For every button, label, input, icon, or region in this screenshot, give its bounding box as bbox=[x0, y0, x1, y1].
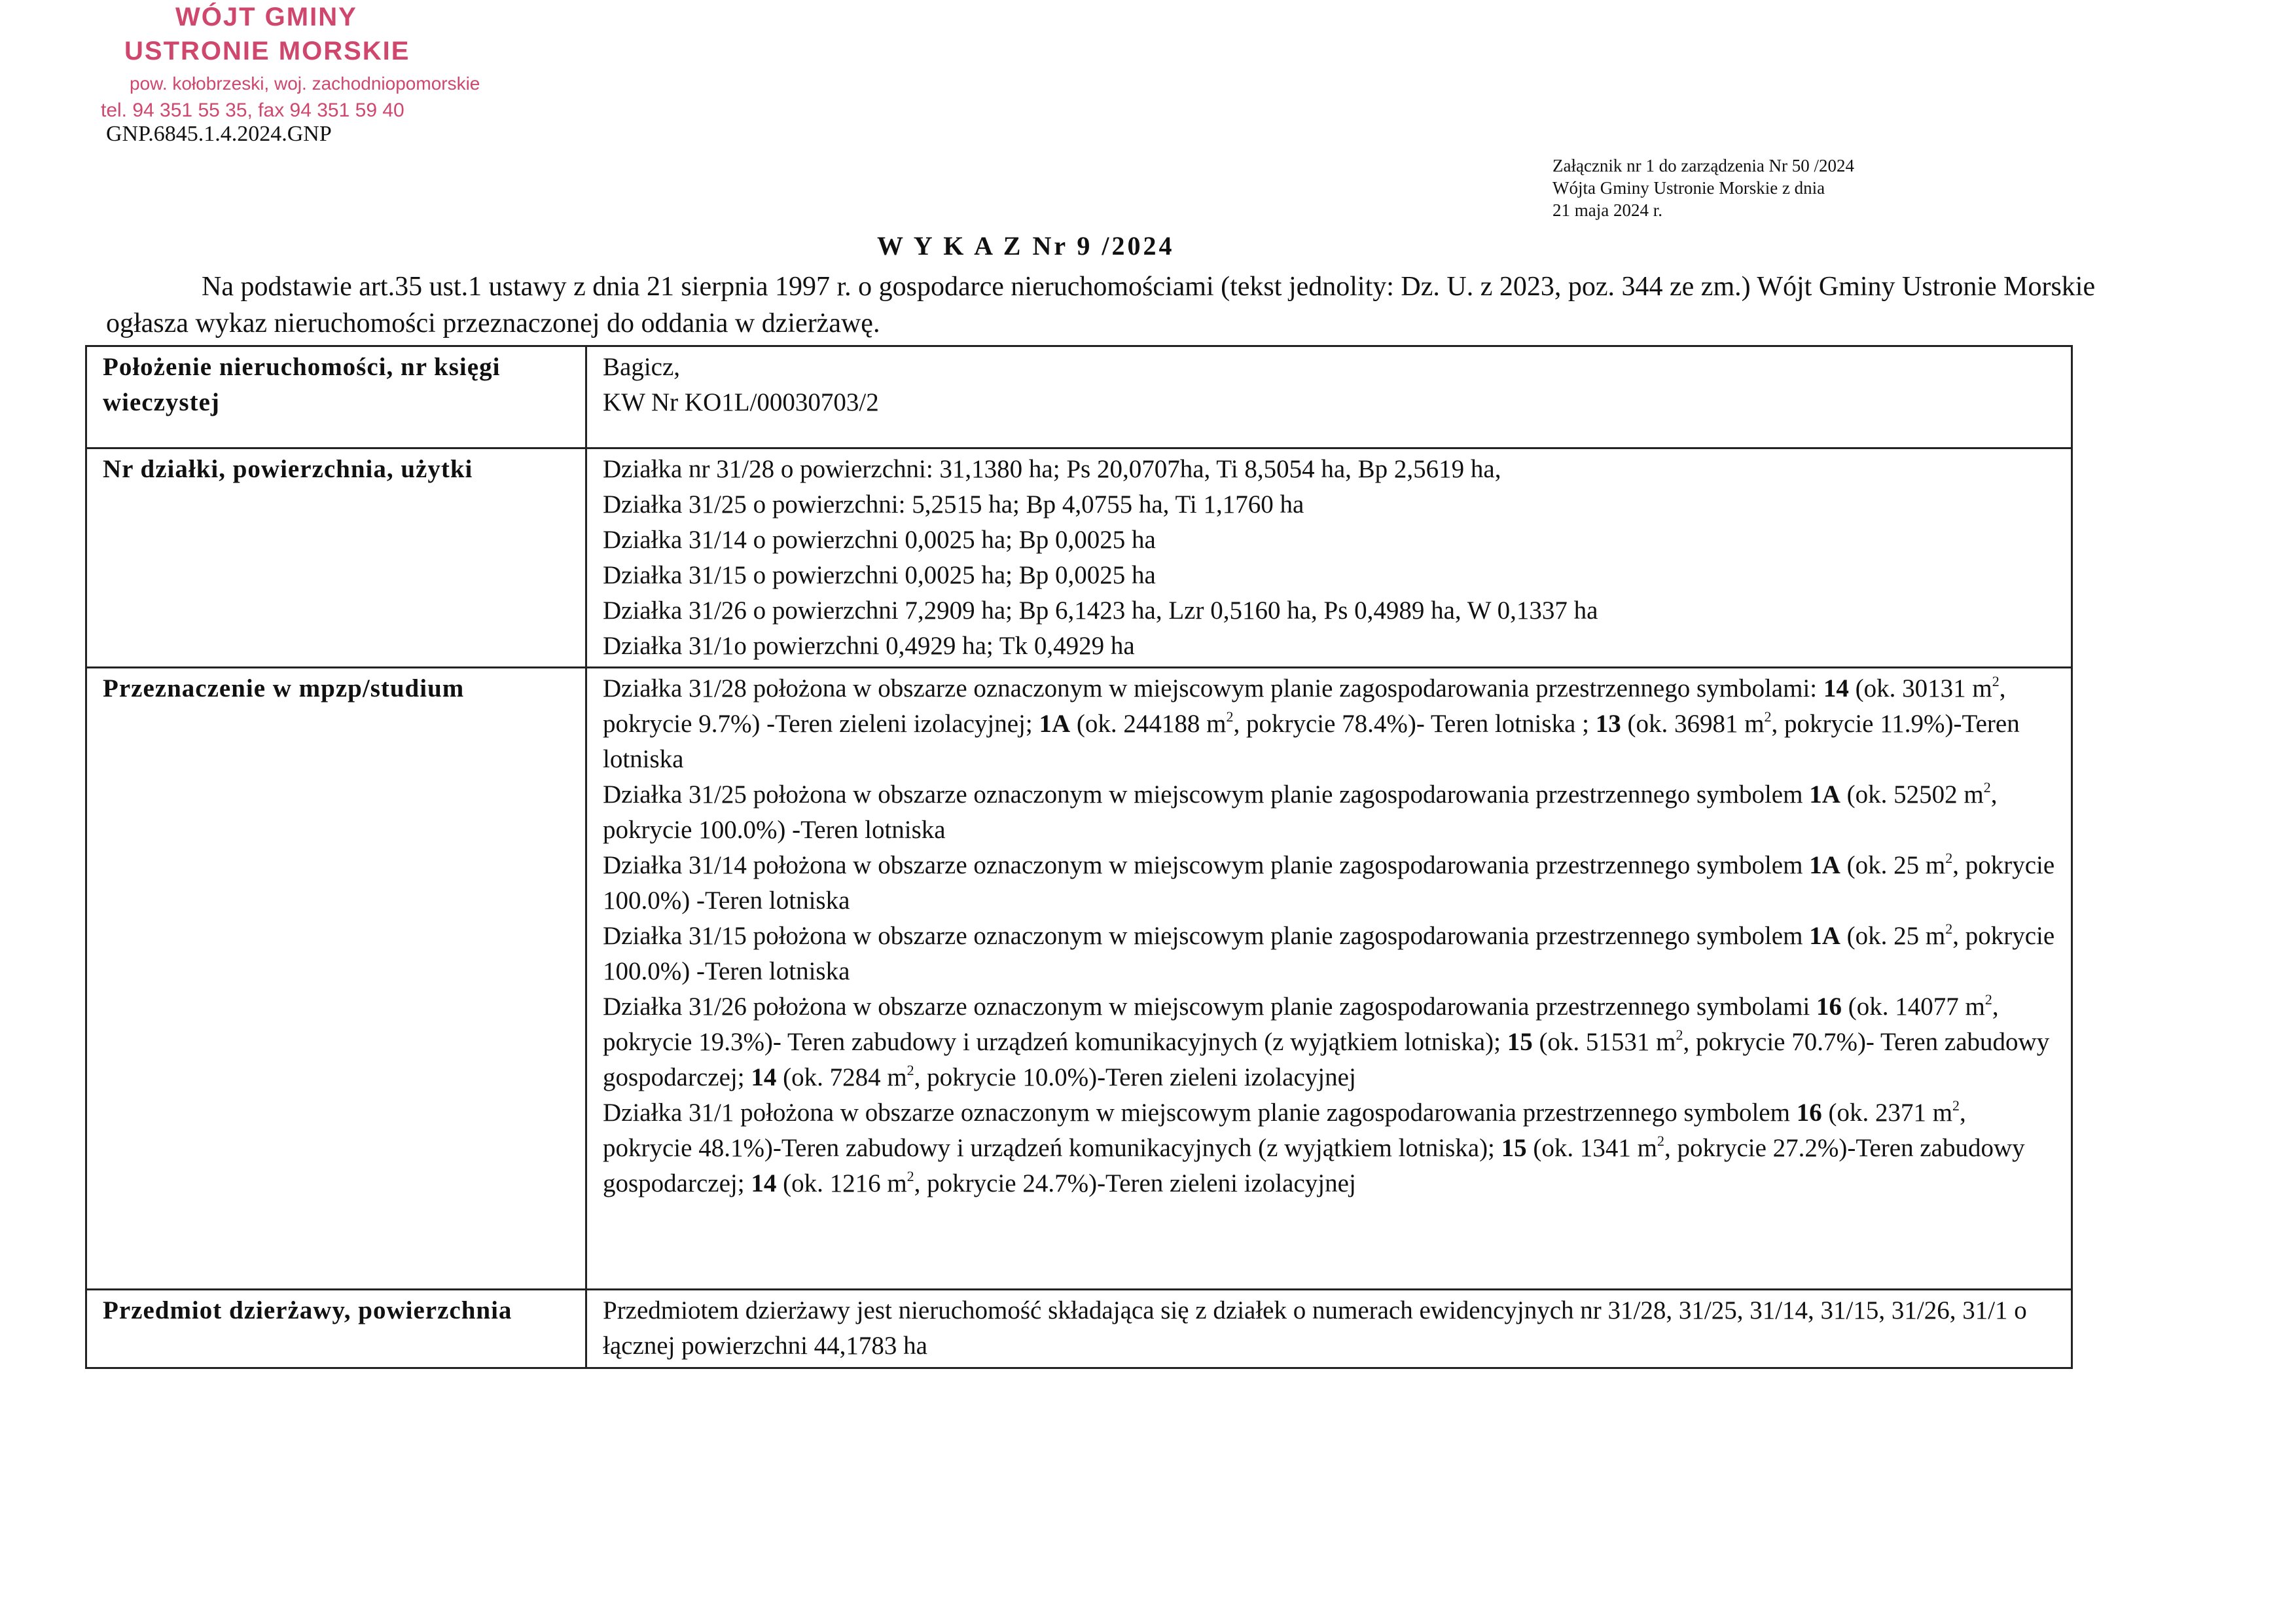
plot-line: Działka 31/26 o powierzchni 7,2909 ha; Bp 6,1423 ha, Lzr 0,5160 ha, Ps 0,4989 ha, W 0,1337 ha bbox=[603, 596, 1598, 625]
zoning-symbol: 14 bbox=[751, 1063, 777, 1091]
zoning-paragraph-31-1 bbox=[603, 1095, 2056, 1201]
zoning-text: Działka 31/26 położona w obszarze oznaczonym w miejscowym planie zagospodarowania przestrzennego symbolami bbox=[603, 993, 1810, 1021]
zoning-label: Przeznaczenie w mpzp/studium bbox=[86, 668, 586, 1290]
stamp-line-2: USTRONIE MORSKIE bbox=[124, 37, 410, 65]
reference-number: GNP.6845.1.4.2024.GNP bbox=[106, 122, 332, 146]
square-superscript: 2 bbox=[1984, 991, 1992, 1008]
stamp-line-3: pow. kołobrzeski, woj. zachodniopomorskie bbox=[130, 73, 480, 94]
zoning-text: Działka 31/25 położona w obszarze oznaczonym w miejscowym planie zagospodarowania przestrzennego symbolem bbox=[603, 780, 1803, 809]
square-superscript: 2 bbox=[1676, 1027, 1683, 1043]
table-row-lease bbox=[86, 1290, 2072, 1368]
location-line-2: KW Nr KO1L/00030703/2 bbox=[603, 388, 879, 416]
plot-line: Działka 31/25 o powierzchni: 5,2515 ha; Bp 4,0755 ha, Ti 1,1760 ha bbox=[603, 490, 1304, 519]
zoning-text: , pokrycie 24.7%)-Teren zieleni izolacyjnej bbox=[914, 1169, 1356, 1197]
zoning-symbol: 15 bbox=[1501, 1134, 1527, 1162]
zoning-paragraph-31-14 bbox=[603, 848, 2056, 919]
square-superscript: 2 bbox=[906, 1168, 914, 1184]
zoning-text: , pokrycie 78.4%)- Teren lotniska ; bbox=[1233, 710, 1589, 738]
zoning-text: (ok. 2371 m bbox=[1828, 1099, 1953, 1127]
zoning-text: , pokrycie 70.7%)- Teren zabudowy gospodarczej; bbox=[603, 1028, 2050, 1091]
zoning-text: , pokrycie 9.7%) -Teren zieleni izolacyjnej; bbox=[603, 674, 2006, 738]
zoning-text: Działka 31/15 położona w obszarze oznaczonym w miejscowym planie zagospodarowania przestrzennego symbolem bbox=[603, 922, 1803, 950]
plot-line: Działka 31/14 o powierzchni 0,0025 ha; Bp 0,0025 ha bbox=[603, 526, 1156, 554]
zoning-text: Działka 31/1 położona w obszarze oznaczonym w miejscowym planie zagospodarowania przestrzennego symbolem bbox=[603, 1099, 1790, 1127]
zoning-symbol: 14 bbox=[1823, 674, 1849, 702]
location-label: Położenie nieruchomości, nr księgi wieczystej bbox=[86, 346, 586, 448]
zoning-text: , pokrycie 19.3%)- Teren zabudowy i urządzeń komunikacyjnych (z wyjątkiem lotniska); bbox=[603, 993, 1999, 1056]
zoning-symbol: 16 bbox=[1816, 993, 1842, 1021]
square-superscript: 2 bbox=[1952, 1097, 1960, 1114]
annex-line-1: Załącznik nr 1 do zarządzenia Nr 50 /2024 bbox=[1552, 156, 1855, 175]
square-superscript: 2 bbox=[1983, 779, 1991, 795]
square-superscript: 2 bbox=[906, 1062, 914, 1078]
zoning-text: , pokrycie 48.1%)-Teren zabudowy i urządzeń komunikacyjnych (z wyjątkiem lotniska); bbox=[603, 1099, 1966, 1162]
zoning-paragraph-31-28 bbox=[603, 671, 2056, 777]
zoning-paragraph-31-25 bbox=[603, 777, 2056, 848]
zoning-text: (ok. 51531 m bbox=[1539, 1028, 1676, 1056]
zoning-symbol: 15 bbox=[1507, 1028, 1533, 1056]
intro-paragraph: Na podstawie art.35 ust.1 ustawy z dnia 21 sierpnia 1997 r. o gospodarce nieruchomościami (tekst jednolity: Dz. U. z 2023, poz. 344 ze zm.) Wójt Gminy Ustronie Morskie ogłasza wykaz nieruchomości przeznaczonej do oddania w dzierżawę. bbox=[106, 272, 2096, 338]
zoning-text: , pokrycie 10.0%)-Teren zieleni izolacyjnej bbox=[914, 1063, 1356, 1091]
lease-label: Przedmiot dzierżawy, powierzchnia bbox=[86, 1290, 586, 1368]
stamp-line-1: WÓJT GMINY bbox=[175, 3, 357, 31]
zoning-text: (ok. 1341 m bbox=[1533, 1134, 1657, 1162]
plots-label: Nr działki, powierzchnia, użytki bbox=[86, 448, 586, 668]
square-superscript: 2 bbox=[1945, 850, 1953, 866]
zoning-symbol: 1A bbox=[1809, 780, 1840, 809]
zoning-paragraph-31-15 bbox=[603, 919, 2056, 989]
square-superscript: 2 bbox=[1992, 673, 2000, 689]
zoning-text: , pokrycie 100.0%) -Teren lotniska bbox=[603, 851, 2055, 915]
plot-line: Działka nr 31/28 o powierzchni: 31,1380 ha; Ps 20,0707ha, Ti 8,5054 ha, Bp 2,5619 ha, bbox=[603, 455, 1501, 483]
zoning-symbol: 13 bbox=[1595, 710, 1621, 738]
location-line-1: Bagicz, bbox=[603, 353, 681, 381]
table-row-plots bbox=[86, 448, 2072, 668]
zoning-symbol: 1A bbox=[1809, 922, 1840, 950]
plot-line: Działka 31/15 o powierzchni 0,0025 ha; Bp 0,0025 ha bbox=[603, 561, 1156, 589]
square-superscript: 2 bbox=[1657, 1133, 1664, 1149]
zoning-text: , pokrycie 11.9%)-Teren lotniska bbox=[603, 710, 2020, 773]
zoning-value bbox=[586, 668, 2072, 1290]
zoning-paragraph-31-26 bbox=[603, 989, 2056, 1095]
table-row-location bbox=[86, 346, 2072, 448]
square-superscript: 2 bbox=[1764, 708, 1772, 725]
annex-line-2: Wójta Gminy Ustronie Morskie z dnia bbox=[1552, 178, 1825, 198]
zoning-text: (ok. 1216 m bbox=[783, 1169, 907, 1197]
zoning-text: (ok. 25 m bbox=[1846, 922, 1946, 950]
zoning-text: , pokrycie 100.0%) -Teren lotniska bbox=[603, 922, 2055, 985]
zoning-text: (ok. 52502 m bbox=[1846, 780, 1984, 809]
plots-value bbox=[586, 448, 2072, 668]
zoning-text: , pokrycie 27.2%)-Teren zabudowy gospodarczej; bbox=[603, 1134, 2025, 1197]
zoning-symbol: 16 bbox=[1796, 1099, 1822, 1127]
stamp-line-4: tel. 94 351 55 35, fax 94 351 59 40 bbox=[101, 100, 404, 121]
zoning-symbol: 14 bbox=[751, 1169, 777, 1197]
property-table bbox=[85, 345, 2073, 1369]
annex-line-3: 21 maja 2024 r. bbox=[1552, 200, 1662, 220]
lease-value: Przedmiotem dzierżawy jest nieruchomość składająca się z działek o numerach ewidencyjnych nr 31/28, 31/25, 31/14, 31/15, 31/26, 31/1 o łącznej powierzchni 44,1783 ha bbox=[586, 1290, 2072, 1368]
plot-line: Działka 31/1o powierzchni 0,4929 ha; Tk 0,4929 ha bbox=[603, 632, 1135, 660]
official-stamp bbox=[92, 3, 484, 134]
zoning-text: (ok. 14077 m bbox=[1848, 993, 1985, 1021]
document-title: W Y K A Z Nr 9 /2024 bbox=[877, 231, 1175, 261]
zoning-text: (ok. 30131 m bbox=[1855, 674, 1992, 702]
zoning-text: (ok. 36981 m bbox=[1627, 710, 1765, 738]
zoning-text: Działka 31/14 położona w obszarze oznaczonym w miejscowym planie zagospodarowania przestrzennego symbolem bbox=[603, 851, 1803, 879]
square-superscript: 2 bbox=[1945, 921, 1953, 937]
zoning-text: (ok. 7284 m bbox=[783, 1063, 907, 1091]
location-value bbox=[586, 346, 2072, 448]
square-superscript: 2 bbox=[1226, 708, 1234, 725]
zoning-symbol: 1A bbox=[1039, 710, 1071, 738]
zoning-text: (ok. 244188 m bbox=[1076, 710, 1227, 738]
annex-note bbox=[1552, 155, 1854, 221]
zoning-symbol: 1A bbox=[1809, 851, 1840, 879]
zoning-text: (ok. 25 m bbox=[1846, 851, 1946, 879]
zoning-text: Działka 31/28 położona w obszarze oznaczonym w miejscowym planie zagospodarowania przestrzennego symbolami: bbox=[603, 674, 1818, 702]
table-row-zoning bbox=[86, 668, 2072, 1290]
zoning-text: , pokrycie 100.0%) -Teren lotniska bbox=[603, 780, 1998, 844]
